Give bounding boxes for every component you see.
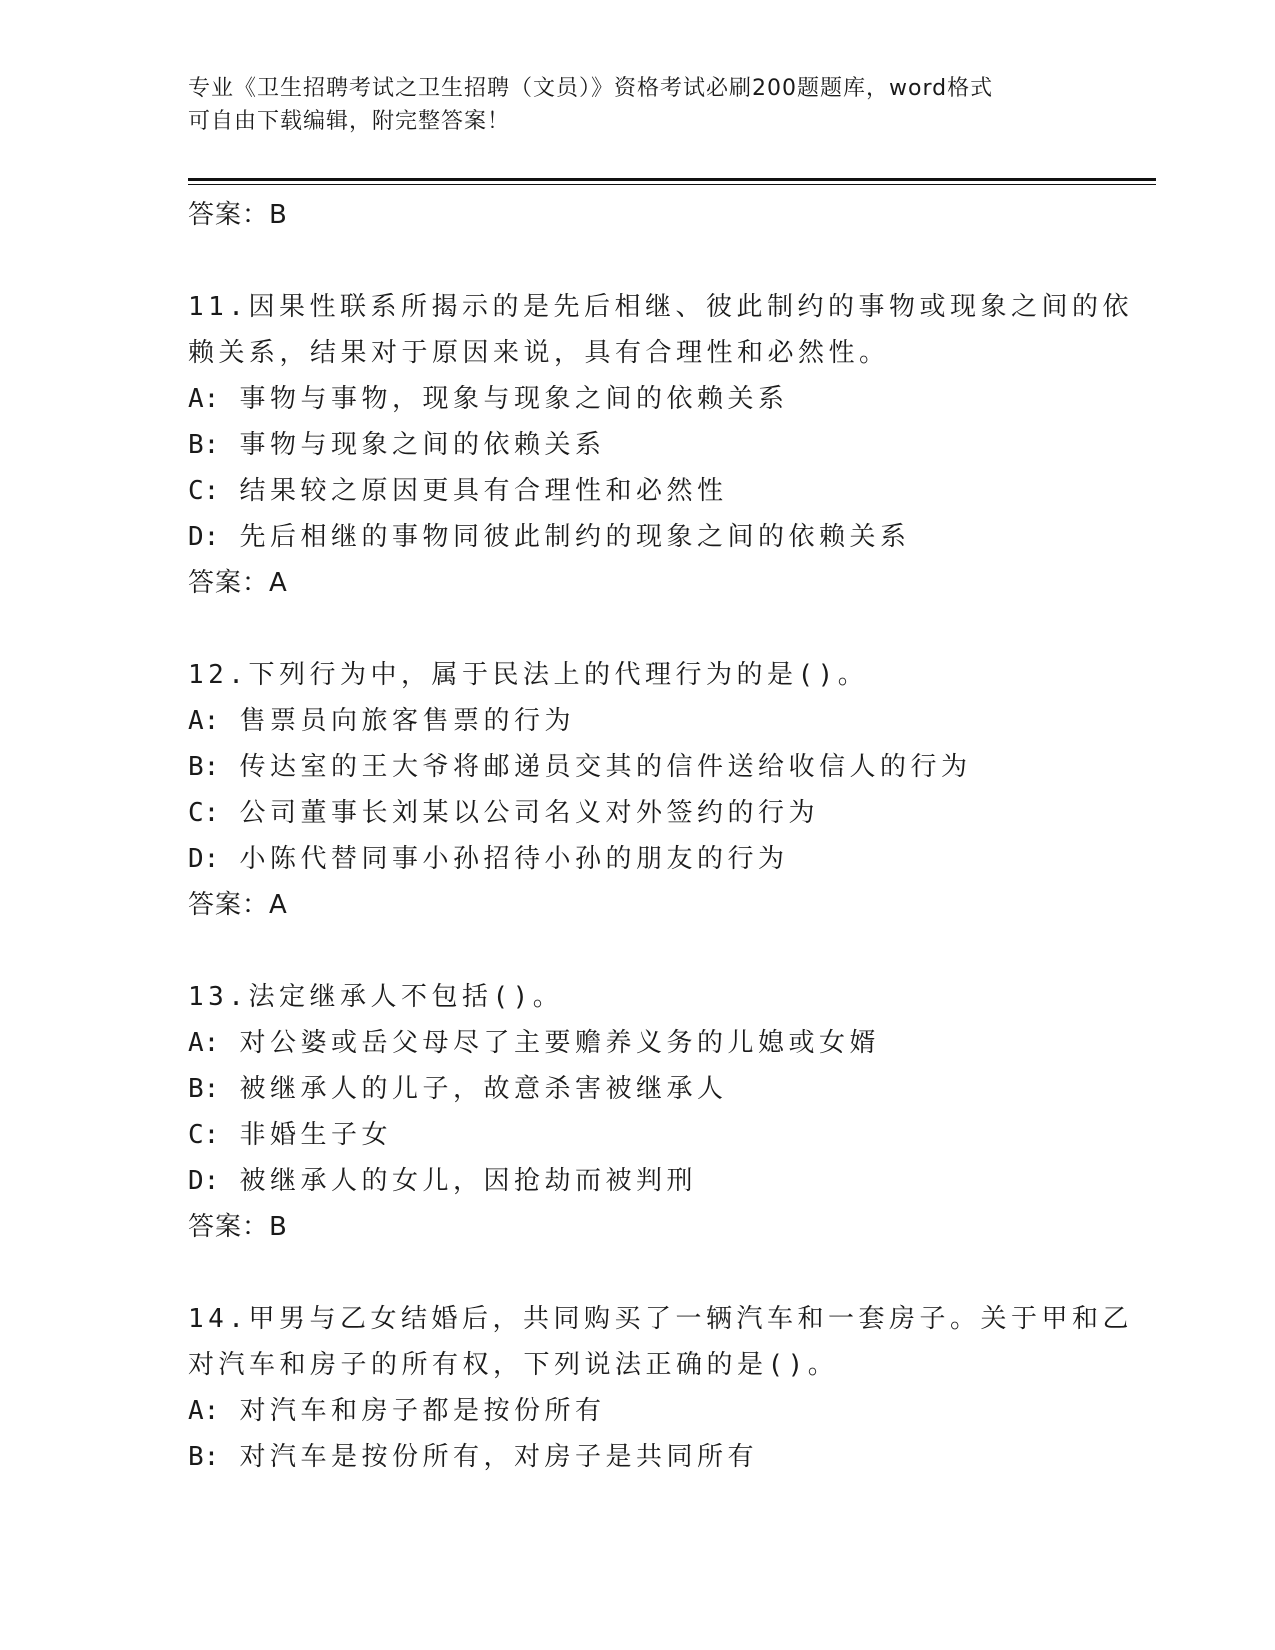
option-key: B: — [188, 752, 220, 782]
header-divider — [188, 178, 1156, 181]
option-text: 事物与事物，现象与现象之间的依赖关系 — [239, 384, 789, 414]
option-text: 售票员向旅客售票的行为 — [239, 706, 575, 736]
option-key: D: — [188, 1166, 220, 1196]
option-key: C: — [188, 476, 220, 506]
option-key: D: — [188, 844, 220, 874]
option-b — [188, 422, 1108, 468]
question-13 — [188, 974, 1108, 1250]
option-key: B: — [188, 1442, 220, 1472]
option-c — [188, 1112, 1108, 1158]
option-b — [188, 744, 1108, 790]
option-key: A: — [188, 1396, 220, 1426]
option-a — [188, 1020, 1108, 1066]
page-header — [188, 72, 1088, 138]
option-text: 传达室的王大爷将邮递员交其的信件送给收信人的行为 — [239, 752, 972, 782]
option-key: B: — [188, 1074, 220, 1104]
answer-label: 答案： — [188, 890, 270, 920]
option-key: A: — [188, 384, 220, 414]
answer-line — [188, 882, 1108, 928]
option-d — [188, 514, 1108, 560]
answer-value: B — [269, 200, 287, 230]
option-text: 被继承人的儿子，故意杀害被继承人 — [239, 1074, 728, 1104]
answer-value: A — [269, 568, 287, 598]
question-stem-line: 14.甲男与乙女结婚后，共同购买了一辆汽车和一套房子。关于甲和乙 — [188, 1304, 1133, 1334]
option-b — [188, 1066, 1108, 1112]
option-b — [188, 1434, 1108, 1480]
question-stem-line: 12.下列行为中，属于民法上的代理行为的是()。 — [188, 660, 869, 690]
answer-label: 答案： — [188, 1212, 270, 1242]
option-text: 对汽车和房子都是按份所有 — [239, 1396, 606, 1426]
option-key: A: — [188, 1028, 220, 1058]
option-key: A: — [188, 706, 220, 736]
option-text: 被继承人的女儿，因抢劫而被判刑 — [239, 1166, 697, 1196]
header-title-line-2: 可自由下载编辑，附完整答案！ — [188, 109, 511, 134]
answer-label: 答案： — [188, 200, 270, 230]
option-key: B: — [188, 430, 220, 460]
option-d — [188, 1158, 1108, 1204]
option-text: 先后相继的事物同彼此制约的现象之间的依赖关系 — [239, 522, 911, 552]
option-c — [188, 790, 1108, 836]
question-12 — [188, 652, 1108, 928]
option-key: C: — [188, 798, 220, 828]
option-d — [188, 836, 1108, 882]
question-stem-line: 13.法定继承人不包括()。 — [188, 982, 564, 1012]
question-list — [188, 192, 1133, 1480]
option-text: 公司董事长刘某以公司名义对外签约的行为 — [239, 798, 819, 828]
option-a — [188, 376, 1108, 422]
option-text: 对公婆或岳父母尽了主要赡养义务的儿媳或女婿 — [239, 1028, 880, 1058]
answer-value: A — [269, 890, 287, 920]
option-text: 小陈代替同事小孙招待小孙的朋友的行为 — [239, 844, 789, 874]
answer-line — [188, 192, 1108, 238]
option-text: 非婚生子女 — [239, 1120, 392, 1150]
option-text: 结果较之原因更具有合理性和必然性 — [239, 476, 728, 506]
question-14 — [188, 1296, 1133, 1480]
header-divider-thin — [188, 184, 1156, 185]
option-text: 对汽车是按份所有，对房子是共同所有 — [239, 1442, 758, 1472]
answer-label: 答案： — [188, 568, 270, 598]
option-a — [188, 1388, 1108, 1434]
question-stem-line: 11.因果性联系所揭示的是先后相继、彼此制约的事物或现象之间的依 — [188, 292, 1133, 322]
header-title-line-1: 专业《卫生招聘考试之卫生招聘（文员）》资格考试必刷200题题库，word格式 — [188, 76, 994, 101]
question-11 — [188, 284, 1133, 606]
option-c — [188, 468, 1108, 514]
answer-value: B — [269, 1212, 287, 1242]
answer-line — [188, 560, 1108, 606]
answer-line — [188, 1204, 1108, 1250]
question-stem-line: 赖关系，结果对于原因来说，具有合理性和必然性。 — [188, 338, 890, 368]
question-stem-line: 对汽车和房子的所有权，下列说法正确的是()。 — [188, 1350, 839, 1380]
option-key: C: — [188, 1120, 220, 1150]
option-a — [188, 698, 1108, 744]
option-text: 事物与现象之间的依赖关系 — [239, 430, 606, 460]
option-key: D: — [188, 522, 220, 552]
